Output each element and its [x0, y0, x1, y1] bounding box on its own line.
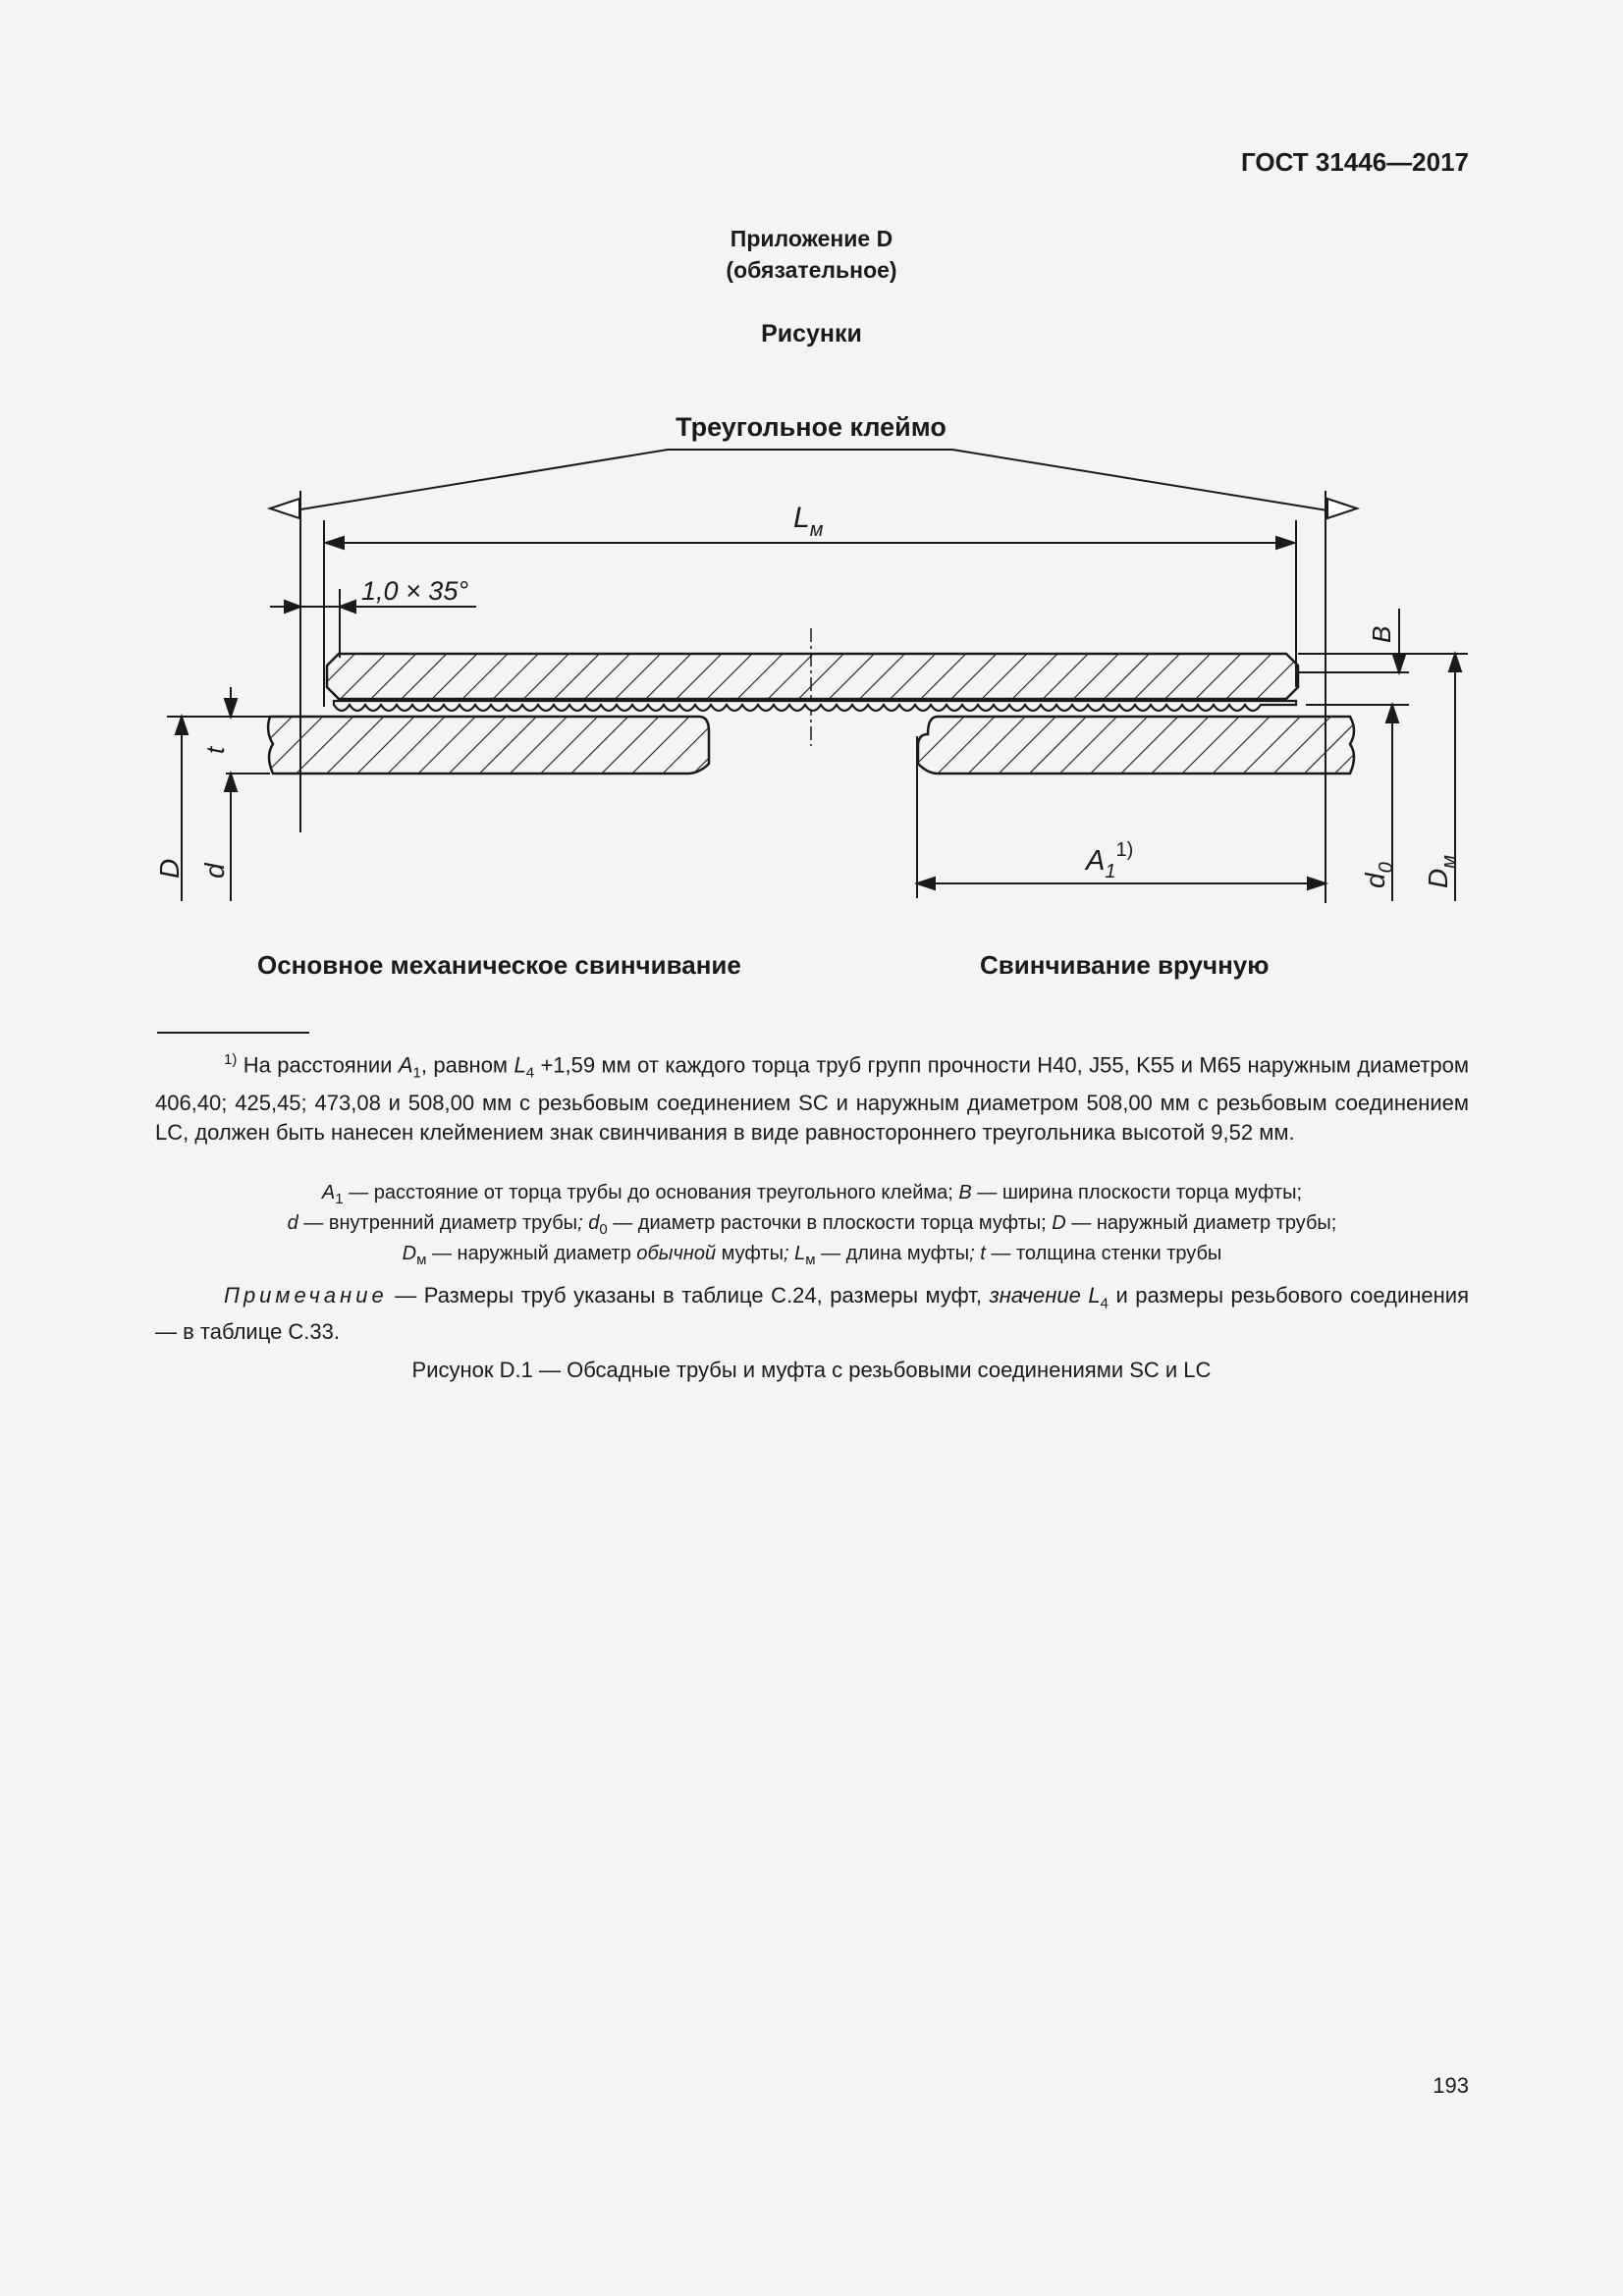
dim-A1-sup: 1) [1115, 839, 1134, 861]
footnote-marker: 1) [224, 1051, 238, 1068]
note-label: Примечание [224, 1283, 388, 1308]
dim-d0-sub: 0 [1376, 862, 1397, 874]
legend-Lm: L [794, 1243, 806, 1264]
dim-D-label: D [154, 858, 185, 879]
legend-d0: d [588, 1212, 600, 1234]
footnote-text-2: , равном [420, 1052, 514, 1078]
footnote-text-3: +1,59 мм от каждого торца труб групп прочности Н40, J55, K55 и М65 наружным диаметром 406,40; 425,45; 473,08 и 508,00 мм с резьбовым соединением SC и наружным диаметром 508,00 мм с резьбовым соединением LC, должен быть нанесен клеймением знак свинчивания в виде равностороннего треугольника высотой 9,52 мм. [155, 1052, 1469, 1145]
legend-text: — наружный диаметр трубы; [1065, 1212, 1337, 1234]
legend-Dm-sub: м [416, 1252, 427, 1268]
stamp-leaders [270, 450, 1357, 518]
page-number: 193 [1433, 2073, 1469, 2098]
footnote-L-sub: 4 [525, 1064, 535, 1082]
stamp-label: Треугольное клеймо [676, 412, 947, 442]
pipe-left [268, 717, 709, 774]
legend-text: — ширина плоскости торца муфты; [971, 1182, 1303, 1203]
footnote [155, 1045, 1469, 1148]
pipe-right [918, 717, 1354, 774]
dim-d-label: d [199, 863, 230, 879]
casing-coupling-drawing [0, 0, 1623, 982]
coupling [327, 654, 1298, 699]
legend-A1-sub: 1 [335, 1191, 344, 1207]
legend-t: t [980, 1243, 986, 1264]
chamfer-label: 1,0 × 35° [361, 576, 469, 606]
legend-text: — диаметр расточки в плоскости торца муфты; [607, 1212, 1053, 1234]
legend-D: D [1052, 1212, 1066, 1234]
note-text-2: и размеры резьбового соединения — в таблице С.33. [155, 1283, 1469, 1345]
dim-A1-sub: 1 [1105, 861, 1116, 882]
footnote-A-sub: 1 [412, 1064, 421, 1082]
note [155, 1281, 1469, 1346]
footnote-A: A [398, 1052, 413, 1078]
legend-d0-sub: 0 [599, 1221, 608, 1238]
thread [334, 701, 1296, 711]
legend-A1: A [321, 1182, 336, 1203]
note-text-1: — Размеры труб указаны в таблице С.24, размеры муфт, [387, 1283, 990, 1308]
legend-text: — наружный диаметр [426, 1243, 637, 1264]
legend-text: муфты [716, 1243, 784, 1264]
dim-B-label: B [1367, 625, 1396, 643]
legend-line-3 [155, 1239, 1469, 1275]
legend-B: B [958, 1182, 972, 1203]
legend-Dm: D [402, 1243, 417, 1264]
section-title: Рисунки [761, 320, 862, 347]
footnote-L: L [514, 1052, 526, 1078]
legend-text: — толщина стенки трубы [985, 1243, 1222, 1264]
legend-text: — внутренний диаметр трубы [298, 1212, 578, 1234]
legend-separator: ; [577, 1212, 589, 1234]
legend-d: d [287, 1212, 298, 1234]
figure-caption: Рисунок D.1 — Обсадные трубы и муфта с резьбовыми соединениями SC и LC [411, 1358, 1212, 1382]
lm-label: L [793, 502, 810, 534]
legend-text: — длина муфты [815, 1243, 970, 1264]
legend-Lm-sub: м [805, 1252, 816, 1268]
appendix-title: Приложение D [730, 226, 893, 251]
dim-A1-label: A [1086, 845, 1106, 877]
note-znachenie-sub: 4 [1100, 1295, 1109, 1312]
legend-separator: ; [783, 1243, 795, 1264]
dim-Dm-sub: м [1438, 855, 1460, 869]
svg-text:A11) [1084, 839, 1133, 882]
dim-Dm-label: D [1423, 868, 1453, 888]
standard-number: ГОСТ 31446—2017 [1241, 147, 1469, 177]
svg-text:Lм [793, 502, 824, 541]
legend-separator: ; [969, 1243, 981, 1264]
legend-obychnoi: обычной [636, 1243, 717, 1264]
dim-d0-label: d [1360, 873, 1390, 888]
appendix-status: (обязательное) [726, 257, 897, 283]
footnote-text-1: На расстоянии [243, 1052, 399, 1078]
legend-text: — расстояние от торца трубы до основания треугольного клейма; [343, 1182, 959, 1203]
lm-label-sub: м [809, 519, 824, 541]
dim-t-label: t [200, 746, 230, 754]
label-mechanical-makeup: Основное механическое свинчивание [257, 950, 741, 980]
note-znachenie: значение L [989, 1283, 1101, 1308]
label-hand-makeup: Свинчивание вручную [980, 950, 1270, 980]
footnote-divider [157, 1032, 309, 1034]
